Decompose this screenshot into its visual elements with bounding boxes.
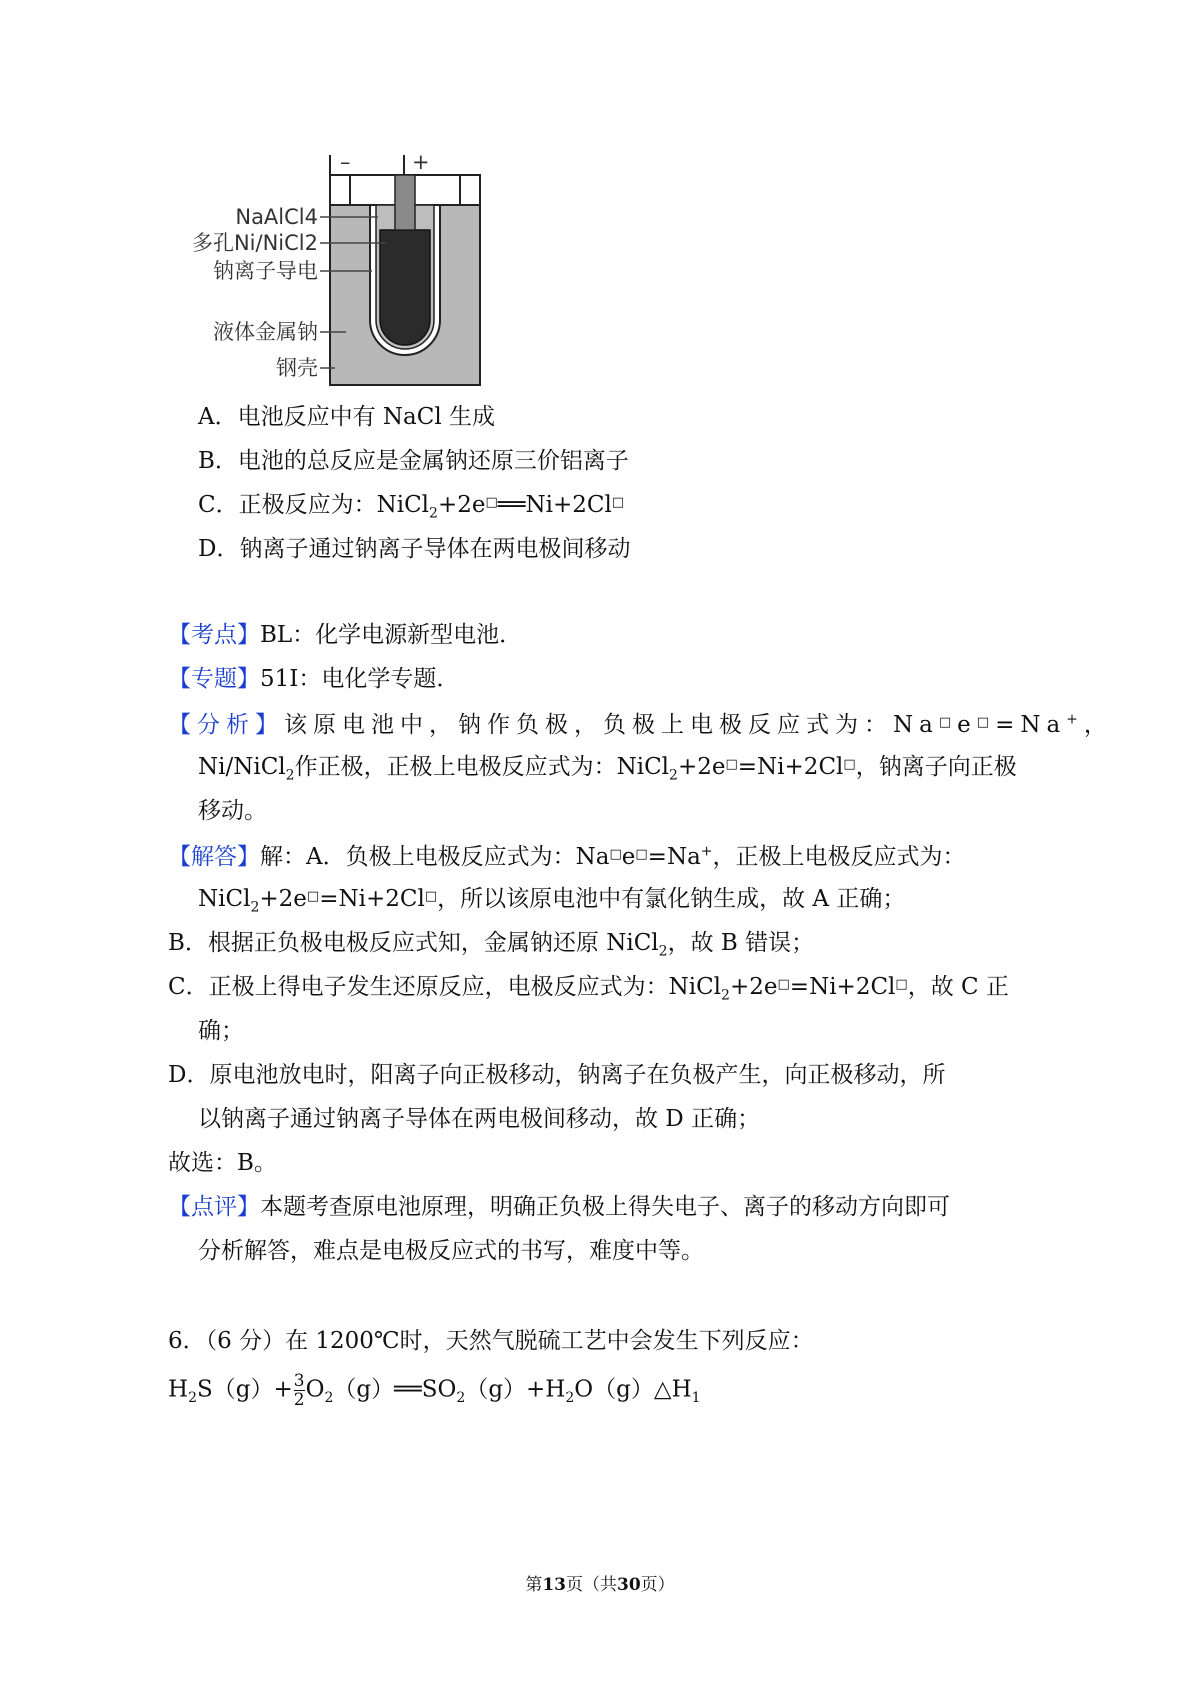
porous-ni-nicl2 (380, 230, 430, 345)
fenxi-line-1: 【分析】该原电池中，钠作负极，负极上电极反应式为：Na□e□=Na+， (168, 711, 1113, 738)
jieda-d-line-2: 以钠离子通过钠离子导体在两电极间移动，故 D 正确； (198, 1106, 761, 1132)
minus-label: – (340, 155, 351, 174)
dianping-line-1: 【点评】本题考查原电池原理，明确正负极上得失电子、离子的移动方向即可 (168, 1194, 950, 1220)
jieda-c-line-1: C．正极上得电子发生还原反应，电极反应式为：NiCl$_2$+2e□=Ni+2Cl□，故 C 正 (168, 974, 1009, 1004)
option-a: A．电池反应中有 NaCl 生成 (198, 404, 496, 430)
question-6-title: 6．（6 分）在 1200℃时，天然气脱硫工艺中会发生下列反应： (168, 1328, 814, 1354)
jieda-line-2: NiCl$_2$+2e□=Ni+2Cl□，所以该原电池中有氯化钠生成，故 A 正确； (198, 886, 906, 916)
page-footer: 第13页（共30页） (525, 1575, 675, 1595)
positive-rod (395, 175, 415, 230)
jieda-d-line-1: D．原电池放电时，阳离子向正极移动，钠离子在负极产生，向正极移动，所 (168, 1062, 946, 1088)
option-d: D．钠离子通过钠离子导体在两电极间移动 (198, 536, 631, 562)
question-6-equation: $H_2S(g)+$ $\frac{3}{2}$ $O_2(g)══SO_2(g)+H_2O(g)\triangle H_1$ (168, 1371, 701, 1410)
label-liquid-sodium: 液体金属钠 (213, 320, 318, 344)
label-sodium-conductor: 钠离子导电 (213, 259, 318, 283)
option-b: B．电池的总反应是金属钠还原三价铝离子 (198, 448, 629, 474)
label-porous-ni: 多孔Ni/NiCl2 (191, 231, 318, 255)
jieda-line-1: 【解答】解：A．负极上电极反应式为：Na□e□=Na+，正极上电极反应式为： (168, 843, 966, 870)
kaodian: 【考点】BL：化学电源新型电池． (168, 622, 523, 648)
fenxi-line-2: Ni/NiCl$_2$作正极，正极上电极反应式为：NiCl$_2$+2e□=Ni+2Cl□，钠离子向正极 (198, 754, 1017, 784)
label-naalcl4: NaAlCl4 (235, 205, 318, 229)
label-steel-shell: 钢壳 (276, 356, 318, 380)
zhuanti: 【专题】51I：电化学专题． (168, 666, 460, 692)
dianping-line-2: 分析解答，难点是电极反应式的书写，难度中等。 (198, 1238, 704, 1264)
battery-diagram (190, 155, 510, 395)
option-c: C．正极反应为：NiCl$_2$+2e□══Ni+2Cl□ (198, 492, 625, 522)
fenxi-line-3: 移动。 (198, 798, 267, 824)
jieda-b: B．根据正负极电极反应式知，金属钠还原 NiCl$_2$，故 B 错误； (168, 930, 815, 960)
fraction-3-2: $\frac{3}{2}$ (293, 1371, 305, 1410)
plus-label: + (412, 155, 430, 174)
jieda-c-line-2: 确； (198, 1018, 244, 1044)
jieda-choose: 故选：B。 (168, 1150, 277, 1176)
